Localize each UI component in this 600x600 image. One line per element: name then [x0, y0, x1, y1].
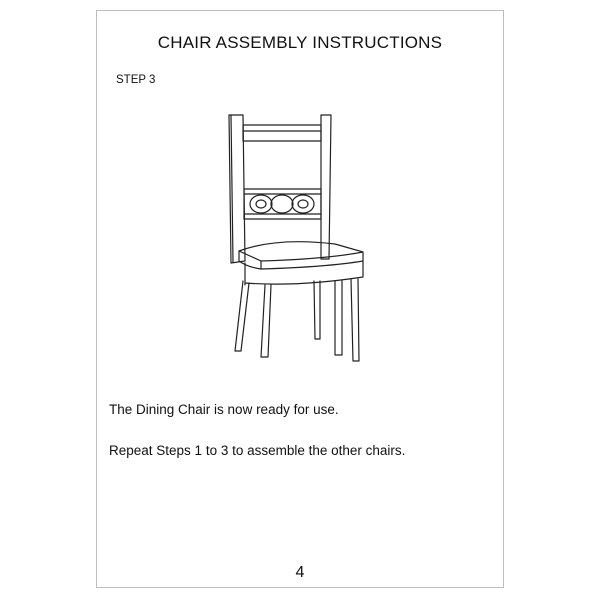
step-label: STEP 3: [116, 74, 156, 86]
instruction-line-ready: The Dining Chair is now ready for use.: [109, 402, 339, 417]
chair-illustration: [217, 111, 377, 381]
instruction-line-repeat: Repeat Steps 1 to 3 to assemble the other chairs.: [109, 443, 406, 458]
page-number: 4: [295, 564, 305, 581]
manual-page: [96, 10, 504, 588]
page-title: CHAIR ASSEMBLY INSTRUCTIONS: [157, 33, 443, 52]
